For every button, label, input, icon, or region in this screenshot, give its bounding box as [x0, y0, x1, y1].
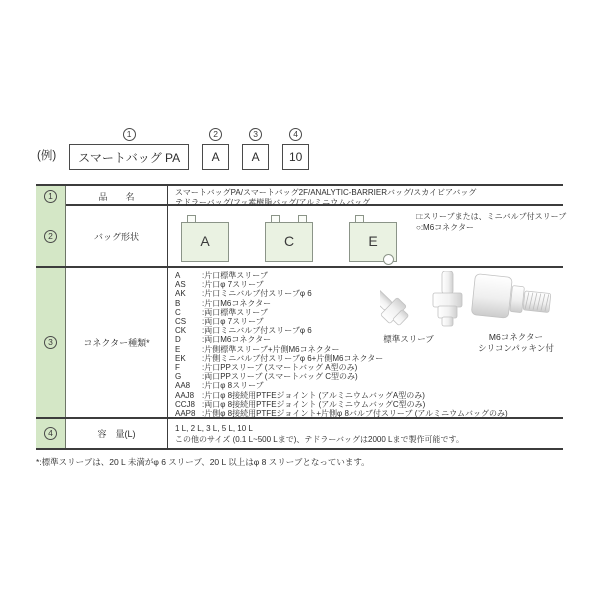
connector-desc: :片口ミニバルブ付スリーブφ 6: [202, 289, 312, 299]
connector-desc: :片側ミニバルブ付スリーブφ 6+片側M6コネクター: [202, 353, 384, 363]
row-label-capacity: 容 量(L): [66, 419, 168, 448]
product-name-line-1: スマートバッグPA/スマートバッグ2F/ANALYTIC-BARRIERバッグ/スカイビアバッグ: [175, 188, 477, 197]
row-number-cell-3: [36, 268, 66, 417]
connector-desc: :片口PPスリーブ (スマートバッグ A型のみ): [202, 363, 358, 373]
connector-item: [175, 391, 508, 400]
connector-code: AAP8: [175, 409, 196, 419]
connector-code: AS: [175, 280, 186, 290]
legend-m6: ○:M6コネクター: [416, 223, 475, 232]
sleeve-tab-icon: [298, 215, 307, 223]
m6-connector-label: [464, 332, 568, 353]
table-row-product-name: [36, 186, 563, 206]
sleeve-tab-icon: [271, 215, 280, 223]
connector-desc: :両口PPスリーブ (スマートバッグ C型のみ): [202, 372, 358, 382]
product-name-content: [168, 186, 563, 207]
legend-sleeve: □:スリーブまたは、ミニバルブ付スリーブ: [416, 212, 567, 221]
circled-number-4: 4: [289, 128, 302, 141]
connector-item: [175, 363, 508, 372]
capacity-line-2: この他のサイズ (0.1 L~500 Lまで)、テドラーバッグは2000 Lまで製作可能です。: [175, 435, 464, 444]
row-label-bag-shape: バッグ形状: [66, 206, 168, 266]
circled-number-1: 1: [44, 190, 57, 203]
connector-type-content: [168, 268, 563, 417]
standard-sleeve-label: 標準スリーブ: [383, 334, 434, 344]
row-label-connector-type: コネクター種類*: [66, 268, 168, 417]
connector-desc: :片側φ 8接続用PTFEジョイント+片側φ 8バルブ付スリーブ (アルミニウムバッグのみ): [202, 409, 508, 419]
m6-connector-label-line-2: シリコンパッキン付: [478, 342, 554, 353]
example-header: [37, 128, 309, 170]
connector-item: [175, 354, 508, 363]
spec-table: [36, 184, 567, 450]
table-row-connector-type: [36, 268, 563, 419]
standard-sleeve-photo: [380, 271, 480, 335]
connector-code: C: [175, 307, 181, 317]
m6-connector-label-line-1: M6コネクター: [488, 332, 544, 342]
connector-code: CCJ8: [175, 399, 196, 409]
connector-desc: :両口ミニバルブ付スリーブφ 6: [202, 326, 312, 336]
connector-code: CS: [175, 317, 187, 327]
connector-desc: :片側標準スリーブ+片側M6コネクター: [202, 344, 340, 354]
connector-code: AA8: [175, 381, 191, 391]
connector-code: D: [175, 335, 181, 345]
connector-code: CK: [175, 326, 187, 336]
connector-item: [175, 400, 508, 409]
connector-item: [175, 335, 508, 344]
connector-desc: :片口φ 8接続用PTFEジョイント (アルミニウムバッグA型のみ): [202, 390, 425, 400]
sleeve-tab-icon: [187, 215, 196, 223]
circled-number-2: 2: [209, 128, 222, 141]
bag-shape-c-icon: [265, 222, 313, 262]
connector-desc: :両口φ 7スリーブ: [202, 317, 264, 327]
connector-code: B: [175, 298, 181, 308]
row-number-cell-2: [36, 206, 66, 266]
connector-desc: :両口M6コネクター: [202, 335, 272, 345]
row-number-cell-1: [36, 186, 66, 207]
connector-item: [175, 345, 508, 354]
sleeve-tab-icon: [355, 215, 364, 223]
table-row-capacity: [36, 419, 563, 450]
connector-desc: :片口標準スリーブ: [202, 271, 268, 280]
example-prefix: (例): [37, 150, 57, 162]
connector-desc: :片口φ 7スリーブ: [202, 280, 264, 290]
circled-number-4: 4: [44, 427, 57, 440]
connector-code: F: [175, 363, 180, 373]
connector-desc: :片口φ 8スリーブ: [202, 381, 264, 391]
example-item-1: [69, 128, 189, 170]
m6-connector-dot-icon: [383, 254, 394, 265]
footnote: *:標準スリーブは、20 L 未満がφ 6 スリーブ、20 L 以上はφ 8 スリーブとなっています。: [36, 457, 370, 467]
bag-shape-legend: [416, 211, 566, 233]
connector-item: [175, 381, 508, 390]
row-label-product-name: 品 名: [66, 186, 168, 207]
connector-code: A: [175, 271, 181, 280]
bag-letter: A: [200, 233, 210, 250]
connector-desc: :片口M6コネクター: [202, 298, 272, 308]
table-row-bag-shape: [36, 206, 567, 268]
example-item-2: [202, 128, 229, 170]
bag-letter: E: [368, 233, 378, 250]
connector-code: AAJ8: [175, 390, 195, 400]
bag-shape-e-icon: [349, 222, 397, 262]
circled-number-2: 2: [44, 230, 57, 243]
example-item-4: [282, 128, 309, 170]
connector-code: E: [175, 344, 181, 354]
bag-letter: C: [283, 233, 295, 250]
connector-item: [175, 409, 508, 418]
bag-shape-content: [168, 206, 567, 266]
example-box-connector: A: [242, 144, 269, 170]
circled-number-3: 3: [44, 336, 57, 349]
row-number-cell-4: [36, 419, 66, 448]
example-box-capacity: 10: [282, 144, 309, 170]
capacity-content: [168, 419, 563, 448]
product-name-line-2: テドラーバッグ/フッ素樹脂バッグ/アルミニウムバッグ: [175, 197, 371, 207]
connector-code: EK: [175, 353, 186, 363]
connector-desc: :両口φ 8接続用PTFEジョイント (アルミニウムバッグC型のみ): [202, 399, 426, 409]
example-item-3: [242, 128, 269, 170]
connector-code: G: [175, 372, 182, 382]
example-box-product-name: スマートバッグ PA: [69, 144, 189, 170]
circled-number-3: 3: [249, 128, 262, 141]
bag-shape-a-icon: [181, 222, 229, 262]
connector-desc: :両口標準スリーブ: [202, 307, 268, 317]
m6-connector-photo: [471, 271, 561, 329]
connector-code: AK: [175, 289, 186, 299]
capacity-line-1: 1 L, 2 L, 3 L, 5 L, 10 L: [175, 424, 253, 433]
example-box-bag-shape: A: [202, 144, 229, 170]
circled-number-1: 1: [123, 128, 136, 141]
